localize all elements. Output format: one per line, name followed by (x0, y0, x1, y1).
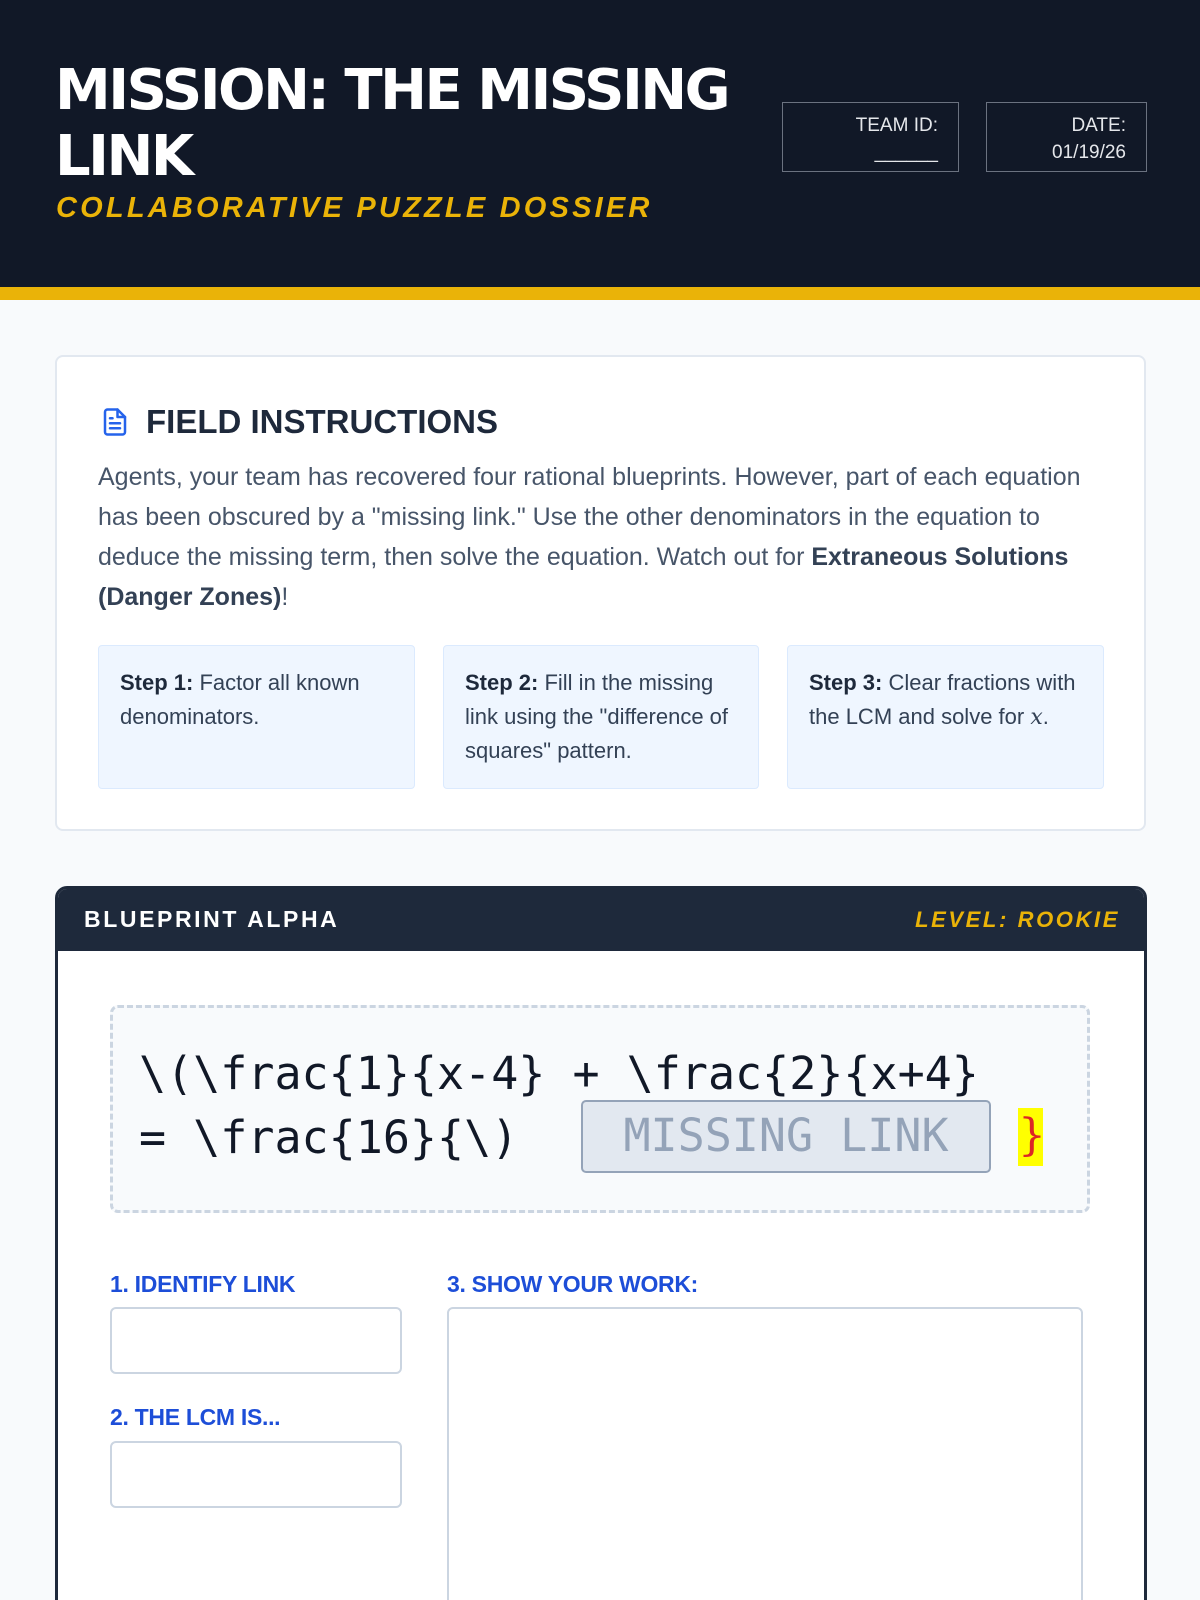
page-title: MISSION: THE MISSING LINK (55, 58, 729, 189)
instructions-text (98, 457, 1088, 617)
step-1-text: Factor all known denominators. (120, 670, 360, 729)
equation-line-1: \(\frac{1}{x-4} + \frac{2}{x+4} (139, 1047, 979, 1100)
step-1-label: Step 1: (120, 670, 194, 695)
step-3-text: Clear fractions with the LCM and solve for (809, 670, 1076, 729)
document-icon (100, 406, 130, 438)
date-value: 01/19/26 (1052, 142, 1126, 163)
page-subtitle: COLLABORATIVE PUZZLE DOSSIER (56, 192, 653, 224)
closing-brace: } (1018, 1108, 1043, 1166)
blueprint-header-bar (58, 889, 1144, 951)
team-id-value: ______ (874, 142, 938, 163)
blueprint-name: BLUEPRINT ALPHA (84, 906, 340, 932)
instructions-end: ! (281, 583, 289, 611)
date-box (986, 102, 1147, 172)
instructions-title: FIELD INSTRUCTIONS (146, 403, 498, 440)
show-work-area[interactable] (447, 1307, 1083, 1600)
show-work-label: 3. SHOW YOUR WORK: (447, 1271, 699, 1297)
step-3-end: . (1042, 704, 1049, 729)
dossier-header (0, 0, 1200, 300)
step-3-label: Step 3: (809, 670, 883, 695)
instructions-card (55, 355, 1146, 831)
equation-line-2: = \frac{16}{\) (139, 1111, 519, 1164)
step-2-text: Fill in the missing link using the "difference of squares" pattern. (465, 670, 729, 763)
date-label: DATE: (1071, 115, 1126, 136)
instructions-heading (100, 402, 498, 442)
danger-zones-text: Extraneous Solutions (Danger Zones) (98, 543, 1069, 611)
lcm-label: 2. THE LCM IS... (110, 1404, 281, 1430)
team-id-label: TEAM ID: (855, 115, 938, 136)
identify-link-label: 1. IDENTIFY LINK (110, 1271, 296, 1297)
step-3-card (787, 645, 1104, 789)
step-2-label: Step 2: (465, 670, 539, 695)
team-id-box[interactable] (782, 102, 959, 172)
equation-box (110, 1005, 1090, 1213)
step-3-variable: x (1030, 705, 1043, 730)
step-1-card (98, 645, 415, 789)
missing-link-placeholder[interactable]: MISSING LINK (581, 1100, 991, 1173)
lcm-input[interactable] (110, 1441, 402, 1508)
step-2-card (443, 645, 759, 789)
blueprint-alpha-card (55, 886, 1147, 1600)
instructions-body: Agents, your team has recovered four rational blueprints. However, part of each equation has been obscured by a "missing link." Use the other denominators in the equation to deduce the missing term, then solve the equation. Watch out for (98, 463, 1081, 571)
identify-link-input[interactable] (110, 1307, 402, 1374)
blueprint-level: LEVEL: ROOKIE (915, 907, 1120, 932)
